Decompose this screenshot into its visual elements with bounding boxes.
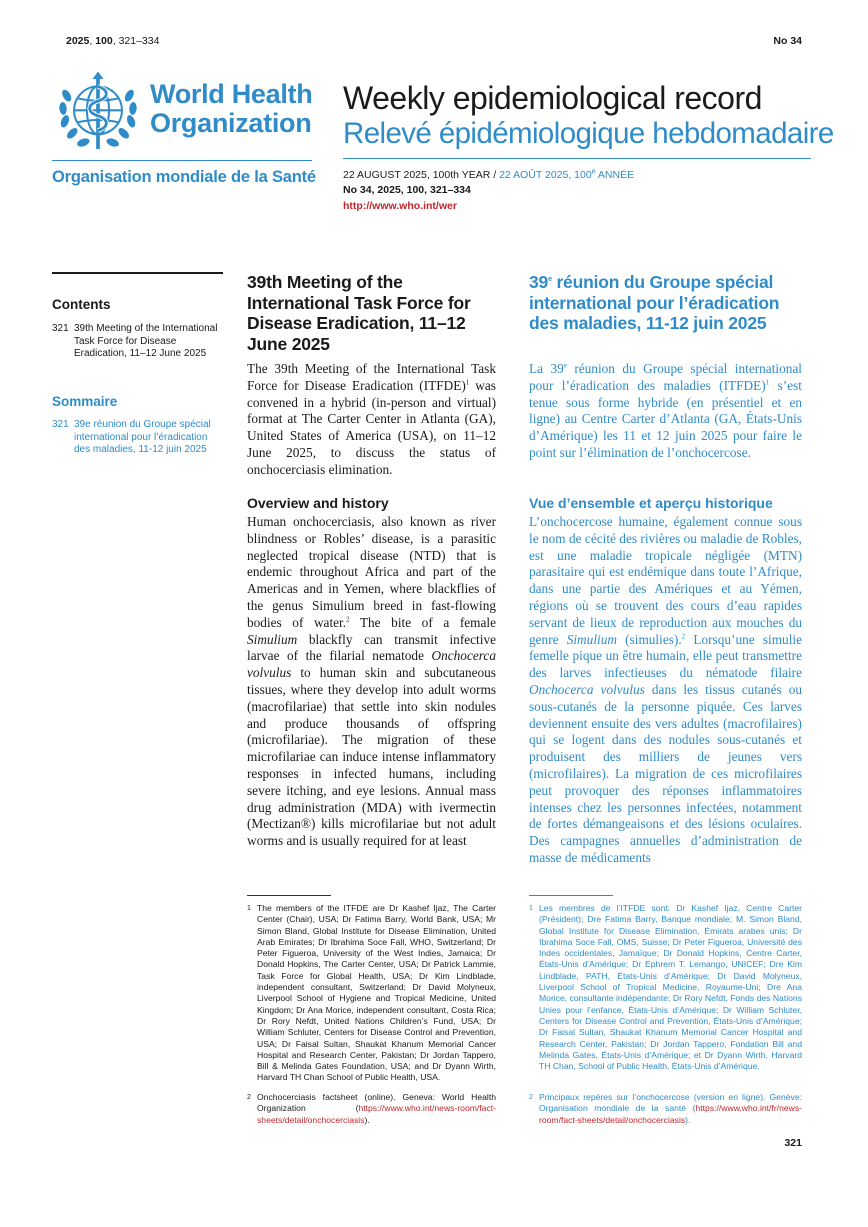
footnote-divider-french xyxy=(529,895,613,896)
intro-paragraph-french xyxy=(529,361,802,462)
footnote-2-en-number: 2 xyxy=(247,1094,251,1101)
sommaire-item-page: 321 xyxy=(52,419,69,430)
sommaire-item[interactable] xyxy=(52,419,224,457)
page-number: 321 xyxy=(784,1137,802,1149)
sommaire-heading: Sommaire xyxy=(52,394,118,409)
body-en-text-d: to human skin and subcutaneous tissues, where they develop into adult worms (macrofilariae) that settle into skin nodules and produce thousands of offspring (microfilariae). The migration of these microfilariae can induce intense inflammatory responses in infected humans, including severe itching, and eye lesions. Annual mass drug administration (MDA) with ivermectin (Mectizan®) kills microfilariae but not adult worms and is usually required for at least xyxy=(247,665,496,849)
journal-title-french: Relevé épidémiologique hebdomadaire xyxy=(343,117,834,150)
footnote-2-en-end: ). xyxy=(364,1114,370,1125)
body-en-text-b: The bite of a female xyxy=(349,614,496,630)
contents-divider xyxy=(52,272,223,274)
footnote-ref-1-fr[interactable]: 1 xyxy=(765,378,770,387)
footnote-2-en-body xyxy=(257,1092,496,1126)
issue-date-french-sup: e xyxy=(591,168,596,176)
title-fr-sup: e xyxy=(548,276,552,284)
issue-date-french-tail: ANNÉE xyxy=(595,169,635,181)
intro-en-text-a: The 39th Meeting of the International Task Force for Disease Eradication (ITFDE) xyxy=(247,361,496,393)
body-en-italic-2: Onchocerca volvulus xyxy=(247,648,496,681)
issue-date-french-text: 22 AOÛT 2025, 100 xyxy=(499,169,592,181)
contents-item-page: 321 xyxy=(52,323,69,334)
intro-en-text-b: was convened in a hybrid (in-person and virtual) format at The Carter Center in Atlanta (GA), United States of America (USA), on 11–12 June 2025, to discuss the status of onchocerciasis elimination. xyxy=(247,377,496,477)
header-volume: 100 xyxy=(95,35,113,47)
intro-fr-text-b: réunion du Groupe spécial international pour l’éradication des maladies (ITFDE) xyxy=(529,361,802,393)
body-en-italic-1: Simulium xyxy=(247,631,298,647)
title-fr-text-a: 39 xyxy=(529,272,549,292)
issue-date xyxy=(343,169,634,181)
footnote-1-fr-number: 1 xyxy=(529,905,533,912)
contents-item[interactable] xyxy=(52,323,224,361)
body-en-text-c: blackfly can transmit infective larvae of the filarial nematode xyxy=(247,631,496,664)
issue-date-english: 22 AUGUST 2025, 100th YEAR xyxy=(343,169,491,181)
body-en-text-a: Human onchocerciasis, also known as river blindness or Robles’ disease, is a parasitic neglected tropical disease (NTD) that is endemic throughout Africa and part of the Americas and in Yemen, where blackflies of the genus Simulium breed in fast-flowing bodies of water. xyxy=(247,514,496,630)
sommaire-item-title: 39e réunion du Groupe spécial international pour l’éradication des maladies, 11-12 juin 2025 xyxy=(74,419,211,456)
footnote-2-french xyxy=(529,1092,802,1126)
footnote-2-fr-link[interactable]: https://www.who.int/fr/news-room/fact-sheets/detail/onchocerciasis xyxy=(539,1103,802,1125)
footnote-2-fr-text: Principaux repères sur l’onchocercose (version en ligne). Genève: Organisation mondiale de la santé ( xyxy=(539,1092,802,1114)
footnote-ref-2-fr[interactable]: 2 xyxy=(681,632,686,641)
intro-fr-text-c: s’est tenue sous forme hybride (en présentiel et en ligne) au Centre Carter d’Atlanta (GA, États-Unis d’Amérique) les 11 et 12 juin 2025 pour faire le point sur l’élimination de l’onchocercose. xyxy=(529,377,803,460)
intro-paragraph-english xyxy=(247,361,496,479)
body-fr-text-d: dans les tissus cutanés ou sous-cutanés de la personne piquée. Ces larves deviennent ensuite des vers adultes (macrofilaires) qui se logent dans des nodules sous-cutanés et produisent des milliers de jeunes vers (microfilaires). La migration de ces microfilaires peut provoquer des réponses inflammatoires intenses chez les personnes infectées, notamment de fortes démangeaisons et des lésions oculaires. Des campagnes annuelles d’administration de masse de médicaments xyxy=(529,681,802,865)
footnote-1-en-text: The members of the ITFDE are Dr Kashef Ijaz, The Carter Center (Chair), USA; Dr Fatima Barry, World Bank, USA; Mr Simon Bland, Global Institute for Disease Elimination, United Arab Emirates; Dr Ibrahima Soce Fall, WHO, Switzerland; Dr Peter Figueroa, University of the West Indies, Jamaica; Dr Donald Hopkins, The Carter Center, USA; Dr Patrick Lammie, Task Force for Global Health, USA; Dr Kim Lindblade, independent consultant, Switzerland; Dr David Molyneux, Liverpool School of Hygiene and Tropical Medicine, United Kingdom; Dr Ana Morice, independent consultant, Costa Rica; Dr Rory Nefdt, United Nations Children’s Fund, USA; Dr William Schluter, Centers for Disease Control and Prevention, USA; Dr Faisal Sultan, Shaukat Khanum Memorial Cancer Hospital and Research Center, Pakistan; Dr Jordan Tappero, Bill & Melinda Gates Foundation, USA; and Dr Dyann Wirth, Harvard TH Chan School of Public Health, USA. xyxy=(257,903,496,1083)
journal-url-link[interactable]: http://www.who.int/wer xyxy=(343,200,457,212)
body-paragraph-english xyxy=(247,514,496,850)
footnote-ref-2-en[interactable]: 2 xyxy=(346,615,350,624)
contents-heading: Contents xyxy=(52,297,111,312)
footnote-1-english xyxy=(247,903,496,1084)
body-fr-italic-1: Simulium xyxy=(566,631,617,647)
who-name-english xyxy=(150,80,312,138)
issue-date-separator: / xyxy=(490,169,500,181)
contents-item-title: 39th Meeting of the International Task Force for Disease Eradication, 11–12 June 2025 xyxy=(74,323,218,360)
subheading-english: Overview and history xyxy=(247,495,389,511)
journal-title-english: Weekly epidemiological record xyxy=(343,80,762,116)
body-fr-italic-2: Onchocerca volvulus xyxy=(529,681,645,697)
footnote-2-english xyxy=(247,1092,496,1126)
header-pages: 321–334 xyxy=(118,35,160,47)
who-name-line2: Organization xyxy=(150,108,312,138)
article-title-french xyxy=(529,272,804,334)
running-header-issue: No 34 xyxy=(773,35,802,47)
issue-number: No 34, 2025, 100, 321–334 xyxy=(343,184,471,196)
title-fr-text-b: réunion du Groupe spécial international pour l’éradication des maladies, 11-12 juin 2025 xyxy=(529,272,780,333)
intro-fr-sup-ordinal: e xyxy=(563,361,567,370)
footnote-divider-english xyxy=(247,895,331,896)
body-fr-text-b: (simulies). xyxy=(616,631,682,647)
body-fr-text-c: Lorsqu’une simulie femelle pique un être humain, elle peut transmettre des larves infectieuses du nématode filaire xyxy=(529,631,802,681)
footnote-2-fr-number: 2 xyxy=(529,1094,533,1101)
footnote-1-french xyxy=(529,903,802,1072)
footnote-ref-1-en[interactable]: 1 xyxy=(465,378,470,387)
who-name-french: Organisation mondiale de la Santé xyxy=(52,168,316,186)
header-year: 2025 xyxy=(66,35,90,47)
footnote-1-en-number: 1 xyxy=(247,905,251,912)
body-paragraph-french xyxy=(529,514,802,867)
issue-date-french xyxy=(499,169,634,181)
who-name-line1: World Health xyxy=(150,79,313,109)
masthead-divider xyxy=(343,158,811,159)
footnote-2-en-link[interactable]: https://www.who.int/news-room/fact-sheets/detail/onchocerciasis xyxy=(257,1103,496,1125)
logo-divider xyxy=(52,160,312,161)
footnote-2-fr-body xyxy=(539,1092,802,1126)
subheading-french: Vue d’ensemble et aperçu historique xyxy=(529,495,773,511)
footnote-1-fr-text: Les membres de l’ITFDE sont: Dr Kashef Ijaz, Centre Carter (Président); Dre Fatima Barry, Banque mondiale; M. Simon Bland, Global Institute for Disease Elimination, Émirats arabes unis; Dr Ibrahima Soce Fall, OMS, Suisse; Dr Peter Figueroa, Université des Indes occidentales, Jamaïque; Dr Donald Hopkins, Centre Carter, États-Unis d’Amérique; Dr Ephrem T. Lemango, UNICEF; Dre Kim Lindblade, PATH, États-Unis d’Amérique; Dr David Molyneux, Liverpool School of Tropical Medicine, Royaume-Uni; Dre Ana Morice, consultante indépendante; Dr Rory Nefdt, Fonds des Nations Unies pour l’enfance, États-Unis d’Amérique; Dr William Schluter, Centers for Disease Control and Prevention, États-Unis d’Amérique; Dr Faisal Sultan, Shaukat Khanum Memorial Cancer Hospital and Research Center, Pakistan; Dr Jordan Tappero, Fondation Bill and Melinda Gates, États-Unis d’Amérique; et Dr Dyann Wirth, Harvard TH Chan, School of Public Health, États-Unis d’Amérique. xyxy=(539,903,802,1072)
footnote-2-fr-end: ). xyxy=(685,1114,691,1125)
article-title-english: 39th Meeting of the International Task Force for Disease Eradication, 11–12 June 2025 xyxy=(247,272,471,354)
who-emblem-icon xyxy=(52,68,144,160)
footnote-2-en-text: Onchocerciasis factsheet (online). Geneva: World Health Organization ( xyxy=(257,1092,496,1114)
running-header-citation: 2025, 100, 321–334 xyxy=(66,35,160,47)
intro-fr-text-a: La 39 xyxy=(529,361,564,376)
body-fr-text-a: L’onchocercose humaine, également connue sous le nom de cécité des rivières ou maladie de Robles, est une maladie tropicale négligée (MTN) parasitaire qui est endémique dans toute l’Afrique, dans une partie des Amériques et au Yémen, régions où se trouvent des cours d’eau rapides servant de lieux de reproduction aux mouches du genre xyxy=(529,514,802,647)
